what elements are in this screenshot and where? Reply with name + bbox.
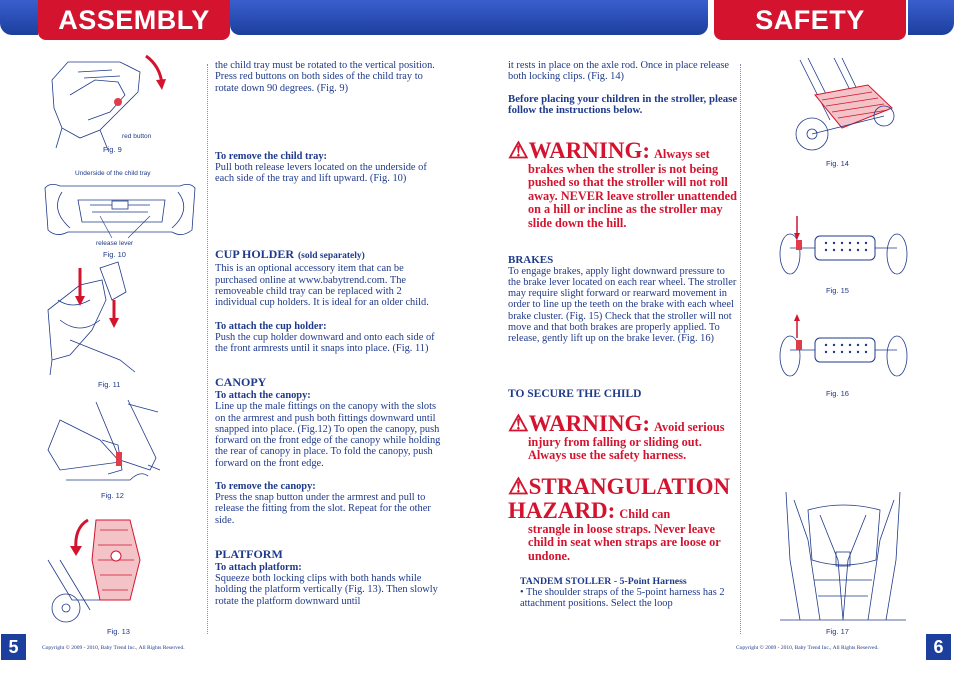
fig16-caption: Fig. 16 bbox=[826, 389, 849, 398]
fig9-red-button-label: red button bbox=[122, 133, 152, 140]
fig10-caption: Fig. 10 bbox=[103, 250, 126, 259]
warning2-text: injury from falling or sliding out. Always use the safety harness. bbox=[528, 434, 702, 463]
warning1-title: WARNING: bbox=[528, 137, 651, 163]
divider-left bbox=[207, 64, 208, 634]
fig17-caption: Fig. 17 bbox=[826, 627, 849, 636]
warning-harness bbox=[508, 412, 740, 463]
divider-right bbox=[740, 64, 741, 634]
platform-heading: PLATFORM bbox=[215, 546, 283, 561]
fig11-illustration bbox=[48, 262, 135, 375]
safety-title: SAFETY bbox=[714, 0, 906, 40]
warning-icon: ⚠ bbox=[508, 137, 529, 163]
copyright-left: Copyright © 2009 - 2010, Baby Trend Inc., All Rights Reserved. bbox=[42, 645, 185, 651]
fig13-illustration bbox=[48, 520, 140, 622]
cup-holder-title: CUP HOLDER bbox=[215, 247, 295, 262]
attach-cup-text: Push the cup holder downward and onto each side of the front armrests until it snaps into place. (Fig. 11) bbox=[215, 331, 435, 354]
warning-icon: ⚠ bbox=[508, 410, 529, 436]
fig10-top-label: Underside of the child tray bbox=[75, 170, 151, 177]
warning-brakes bbox=[508, 139, 740, 231]
tandem-heading: TANDEM STOLLER - 5-Point Harness bbox=[520, 575, 687, 587]
tray-intro: the child tray must be rotated to the vertical position. Press red buttons on both sides of the child tray to rotate down 90 degrees. (Fig. 9) bbox=[215, 60, 435, 94]
fig17-illustration bbox=[780, 492, 906, 620]
fig14-illustration bbox=[796, 58, 894, 150]
copyright-right: Copyright © 2009 - 2010, Baby Trend Inc., All Rights Reserved. bbox=[736, 645, 879, 651]
platform-continued-text: it rests in place on the axle rod. Once in place release both locking clips. (Fig. 14) bbox=[508, 60, 729, 83]
assembly-title: ASSEMBLY bbox=[38, 0, 230, 40]
warning3-first: Child can bbox=[619, 506, 671, 521]
fig15-illustration bbox=[780, 216, 907, 274]
warning3-title-line1: STRANGULATION bbox=[528, 473, 731, 499]
attach-canopy-heading: To attach the canopy: bbox=[215, 390, 311, 402]
attach-platform-heading: To attach platform: bbox=[215, 561, 302, 573]
fig12-illustration bbox=[48, 400, 160, 480]
warning-icon: ⚠ bbox=[508, 473, 529, 499]
canopy-heading: CANOPY bbox=[215, 375, 267, 390]
fig10-illustration bbox=[45, 184, 195, 238]
remove-canopy-heading: To remove the canopy: bbox=[215, 481, 316, 493]
fig10-release-lever-label: release lever bbox=[96, 240, 134, 247]
warning-strangulation bbox=[508, 475, 740, 564]
before-placing-text: Before placing your children in the stroller, please follow the instructions below. bbox=[508, 92, 738, 117]
brakes-text: To engage brakes, apply light downward pressure to the brake lever located on each rear wheel. The stroller may require slight forward or rearward movement in order to line up the teeth on the brake with each wheel brake cluster. (Fig. 15) Check that the stroller will not move and that both brakes are properly applied. To release, gently lift up on the brake lever. (Fig. 16) bbox=[508, 265, 737, 345]
fig9-caption: Fig. 9 bbox=[103, 145, 122, 154]
fig11-caption: Fig. 11 bbox=[98, 380, 121, 389]
page-number-left: 5 bbox=[1, 634, 26, 660]
safety-column bbox=[508, 60, 740, 609]
tandem-text: • The shoulder straps of the 5-point harness has 2 attachment positions. Select the loop bbox=[520, 586, 725, 609]
cup-holder-note: (sold separately) bbox=[298, 251, 365, 262]
cup-holder-heading bbox=[215, 245, 443, 263]
attach-cup-heading: To attach the cup holder: bbox=[215, 320, 327, 332]
fig15-caption: Fig. 15 bbox=[826, 286, 849, 295]
remove-canopy-text: Press the snap button under the armrest and pull to release the fitting from the slot. Repeat for the other side. bbox=[215, 492, 431, 526]
warning3-text: strangle in loose straps. Never leave child in seat when straps are loose or undone. bbox=[528, 521, 721, 564]
fig12-caption: Fig. 12 bbox=[101, 491, 124, 500]
attach-canopy-text: Line up the male fittings on the canopy with the slots on the armrest and push both fittings downward until snapped into place. (Fig.12) To open the canopy, push forward on the front edge of the canopy while holding the rear of canopy in place. To fold the canopy, push forward on the front edge. bbox=[215, 401, 441, 469]
attach-platform-text: Squeeze both locking clips with both hands while holding the platform vertically (Fig. 13). Then slowly rotate the platform downward until bbox=[215, 572, 438, 607]
brakes-heading: BRAKES bbox=[508, 253, 554, 266]
warning2-first: Avoid serious bbox=[654, 419, 725, 434]
remove-tray-text: Pull both release levers located on the underside of each side of the tray and lift upward. (Fig. 10) bbox=[215, 161, 427, 185]
secure-child-heading: TO SECURE THE CHILD bbox=[508, 387, 642, 400]
assembly-column bbox=[215, 60, 443, 607]
page-number-right: 6 bbox=[926, 634, 951, 660]
warning1-text: brakes when the stroller is not being pushed so that the stroller will not roll away. NEVER leave stroller unattended on a hill or incline as the stroller may slide down the hill. bbox=[528, 161, 737, 230]
remove-tray-heading: To remove the child tray: bbox=[215, 150, 327, 162]
cup-holder-text: This is an optional accessory item that can be purchased online at www.babytrend.com. The removeable child tray can be replaced with 2 individual cup holders. It is ideal for an older child. bbox=[215, 263, 429, 309]
fig13-caption: Fig. 13 bbox=[107, 627, 130, 636]
fig16-illustration bbox=[780, 314, 907, 376]
fig14-caption: Fig. 14 bbox=[826, 159, 849, 168]
warning1-first: Always set bbox=[654, 146, 710, 161]
warning2-title: WARNING: bbox=[528, 410, 651, 436]
warning3-title-line2: HAZARD: bbox=[508, 497, 616, 523]
